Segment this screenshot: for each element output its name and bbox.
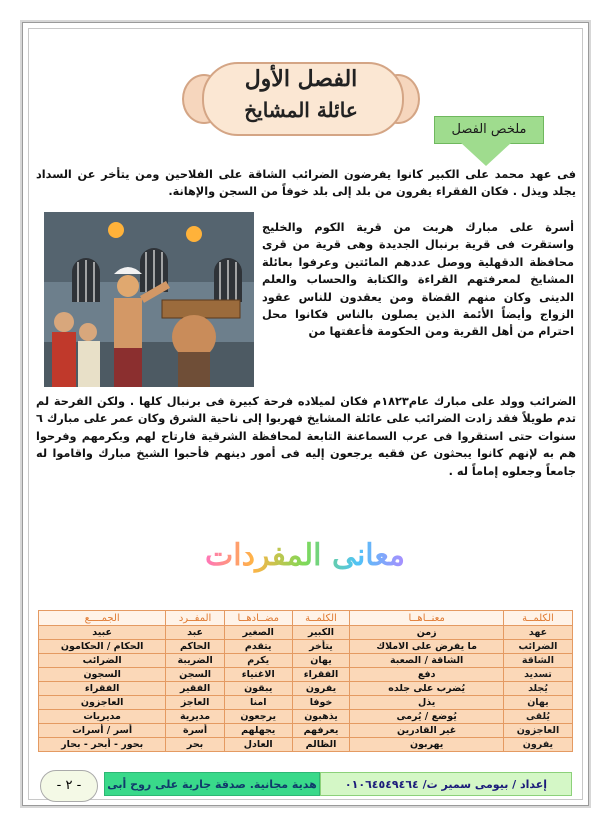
table-row xyxy=(39,724,573,738)
table-header: الجمــــع xyxy=(39,611,166,626)
table-row xyxy=(39,626,573,640)
table-cell: زمن xyxy=(350,626,503,640)
table-cell: غير القادرين xyxy=(350,724,503,738)
vocabulary-heading: معانى المفردات xyxy=(200,538,410,573)
table-cell: يكرم xyxy=(224,654,292,668)
table-cell: دفع xyxy=(350,668,503,682)
table-header-row xyxy=(39,611,573,626)
table-cell: الضرائب xyxy=(503,640,572,654)
vocabulary-table xyxy=(38,610,573,752)
table-row xyxy=(39,654,573,668)
table-header: المفــرد xyxy=(166,611,225,626)
table-cell: يهان xyxy=(292,654,350,668)
table-cell: الشاقة / الصعبة xyxy=(350,654,503,668)
table-cell: يُوضع / يُرمى xyxy=(350,710,503,724)
table-cell: مديرية xyxy=(166,710,225,724)
table-cell: الظالم xyxy=(292,738,350,752)
chapter-title-scroll xyxy=(182,52,420,140)
table-cell: بحور - أبحر - بحار xyxy=(39,738,166,752)
table-cell: الاغنياء xyxy=(224,668,292,682)
table-cell: الصغير xyxy=(224,626,292,640)
table-row xyxy=(39,668,573,682)
table-cell: يفرون xyxy=(503,738,572,752)
summary-banner: ملخص الفصل xyxy=(434,116,544,144)
table-row xyxy=(39,696,573,710)
table-cell: يهربون xyxy=(350,738,503,752)
paragraph-family: أسرة على مبارك هربت من قرية الكوم والخليج واستقرت فى قرية برنبال الجديدة وهى قرية من قرى محافظة الدقهلية ووصل عددهم المائتين وعرفوا بعائلة المشايخ لمعرفتهم القراءة والكتابة والحساب والعلم الدينى وكان منهم القضاة ومن يعقدون للناس عقود الزواج وأيضاً الأئمة الذين يصلون بالناس فكانوا محل احترام من أهل القرية ومن الحكومة فأعفتها من xyxy=(262,221,574,339)
chapter-title: الفصل الأول xyxy=(244,66,358,92)
table-cell: امنا xyxy=(224,696,292,710)
table-cell: يعرفهم xyxy=(292,724,350,738)
table-cell: يرجعون xyxy=(224,710,292,724)
table-cell: ما يفرض على الاملاك xyxy=(350,640,503,654)
table-cell: أسرة xyxy=(166,724,225,738)
table-cell: العاجزون xyxy=(503,724,572,738)
table-cell: يُجلد xyxy=(503,682,572,696)
footer-banner xyxy=(104,772,572,796)
table-cell: السجون xyxy=(39,668,166,682)
table-cell: الحكام / الحكامون xyxy=(39,640,166,654)
table-cell: يتأخر xyxy=(292,640,350,654)
table-cell: عهد xyxy=(503,626,572,640)
table-cell: يذهبون xyxy=(292,710,350,724)
table-cell: الفقير xyxy=(166,682,225,696)
table-cell: الفقراء xyxy=(292,668,350,682)
table-header: مضــادهــا xyxy=(224,611,292,626)
table-cell: الكبير xyxy=(292,626,350,640)
gift-dedication: هدية مجانية. صدقة جارية على روح أبى xyxy=(104,772,320,796)
table-cell: الضريبة xyxy=(166,654,225,668)
author-credit: إعداد / بيومى سمير ت/ ٠١٠٦٤٥٤٩٤٦٤ xyxy=(320,772,572,796)
table-cell: الحاكم xyxy=(166,640,225,654)
table-cell: يُضرب على جلده xyxy=(350,682,503,696)
summary-arrow-icon xyxy=(460,142,512,166)
table-cell: خوفا xyxy=(292,696,350,710)
table-cell: يهان xyxy=(503,696,572,710)
table-header: معنــاهــا xyxy=(350,611,503,626)
illustration-prison-scene xyxy=(44,212,254,387)
table-cell: العاجزون xyxy=(39,696,166,710)
table-cell: عبيد xyxy=(39,626,166,640)
table-cell: الفقراء xyxy=(39,682,166,696)
table-cell: الشاقة xyxy=(503,654,572,668)
table-cell: تسديد xyxy=(503,668,572,682)
table-cell: أسر / أسرات xyxy=(39,724,166,738)
table-row xyxy=(39,710,573,724)
table-cell: مديريات xyxy=(39,710,166,724)
table-cell: يذل xyxy=(350,696,503,710)
table-cell: يبقون xyxy=(224,682,292,696)
page-number: - ٢ - xyxy=(40,770,98,802)
table-cell: السجن xyxy=(166,668,225,682)
table-cell: بحر xyxy=(166,738,225,752)
table-cell: عبد xyxy=(166,626,225,640)
table-cell: العاجز xyxy=(166,696,225,710)
table-row xyxy=(39,738,573,752)
table-cell: يجهلهم xyxy=(224,724,292,738)
chapter-subtitle: عائلة المشايخ xyxy=(244,98,358,122)
table-cell: الضرائب xyxy=(39,654,166,668)
table-cell: العادل xyxy=(224,738,292,752)
paragraph-intro: فى عهد محمد على الكبير كانوا يفرضون الضرائب الشاقة على الفلاحين ومن يتأخر عن السداد يجلد ويذل . فكان الفقراء يفرون من بلد إلى بلد خوفاً من السجن والإهانة. xyxy=(36,168,576,199)
table-header: الكلمــة xyxy=(292,611,350,626)
paragraph-birth: الضرائب وولد على مبارك عام١٨٢٣م فكان لميلاده فرحة كبيرة فى برنبال كلها . ولكن الفرحة لم تدم طويلاً فقد زادت الضرائب على عائلة المشايخ فهربوا إلى ناحية الشرق وكان عمر على مبارك ٦ سنوات حتى استقروا فى عرب السماعنة التابعة لمحافظة الشرقية فارتاح لهم وبكرمهم وفرحوا هم به لإنهم كانوا يبحثون عن فقيه يرجعون إليه فى أمور دينهم فأحبوا الشيخ مبارك واقاموا له جامعاً وجعلوه إماماً له . xyxy=(36,395,576,478)
table-row xyxy=(39,640,573,654)
table-header: الكلمــة xyxy=(503,611,572,626)
table-cell: يُلقى xyxy=(503,710,572,724)
table-cell: يتقدم xyxy=(224,640,292,654)
table-cell: يفرون xyxy=(292,682,350,696)
table-row xyxy=(39,682,573,696)
